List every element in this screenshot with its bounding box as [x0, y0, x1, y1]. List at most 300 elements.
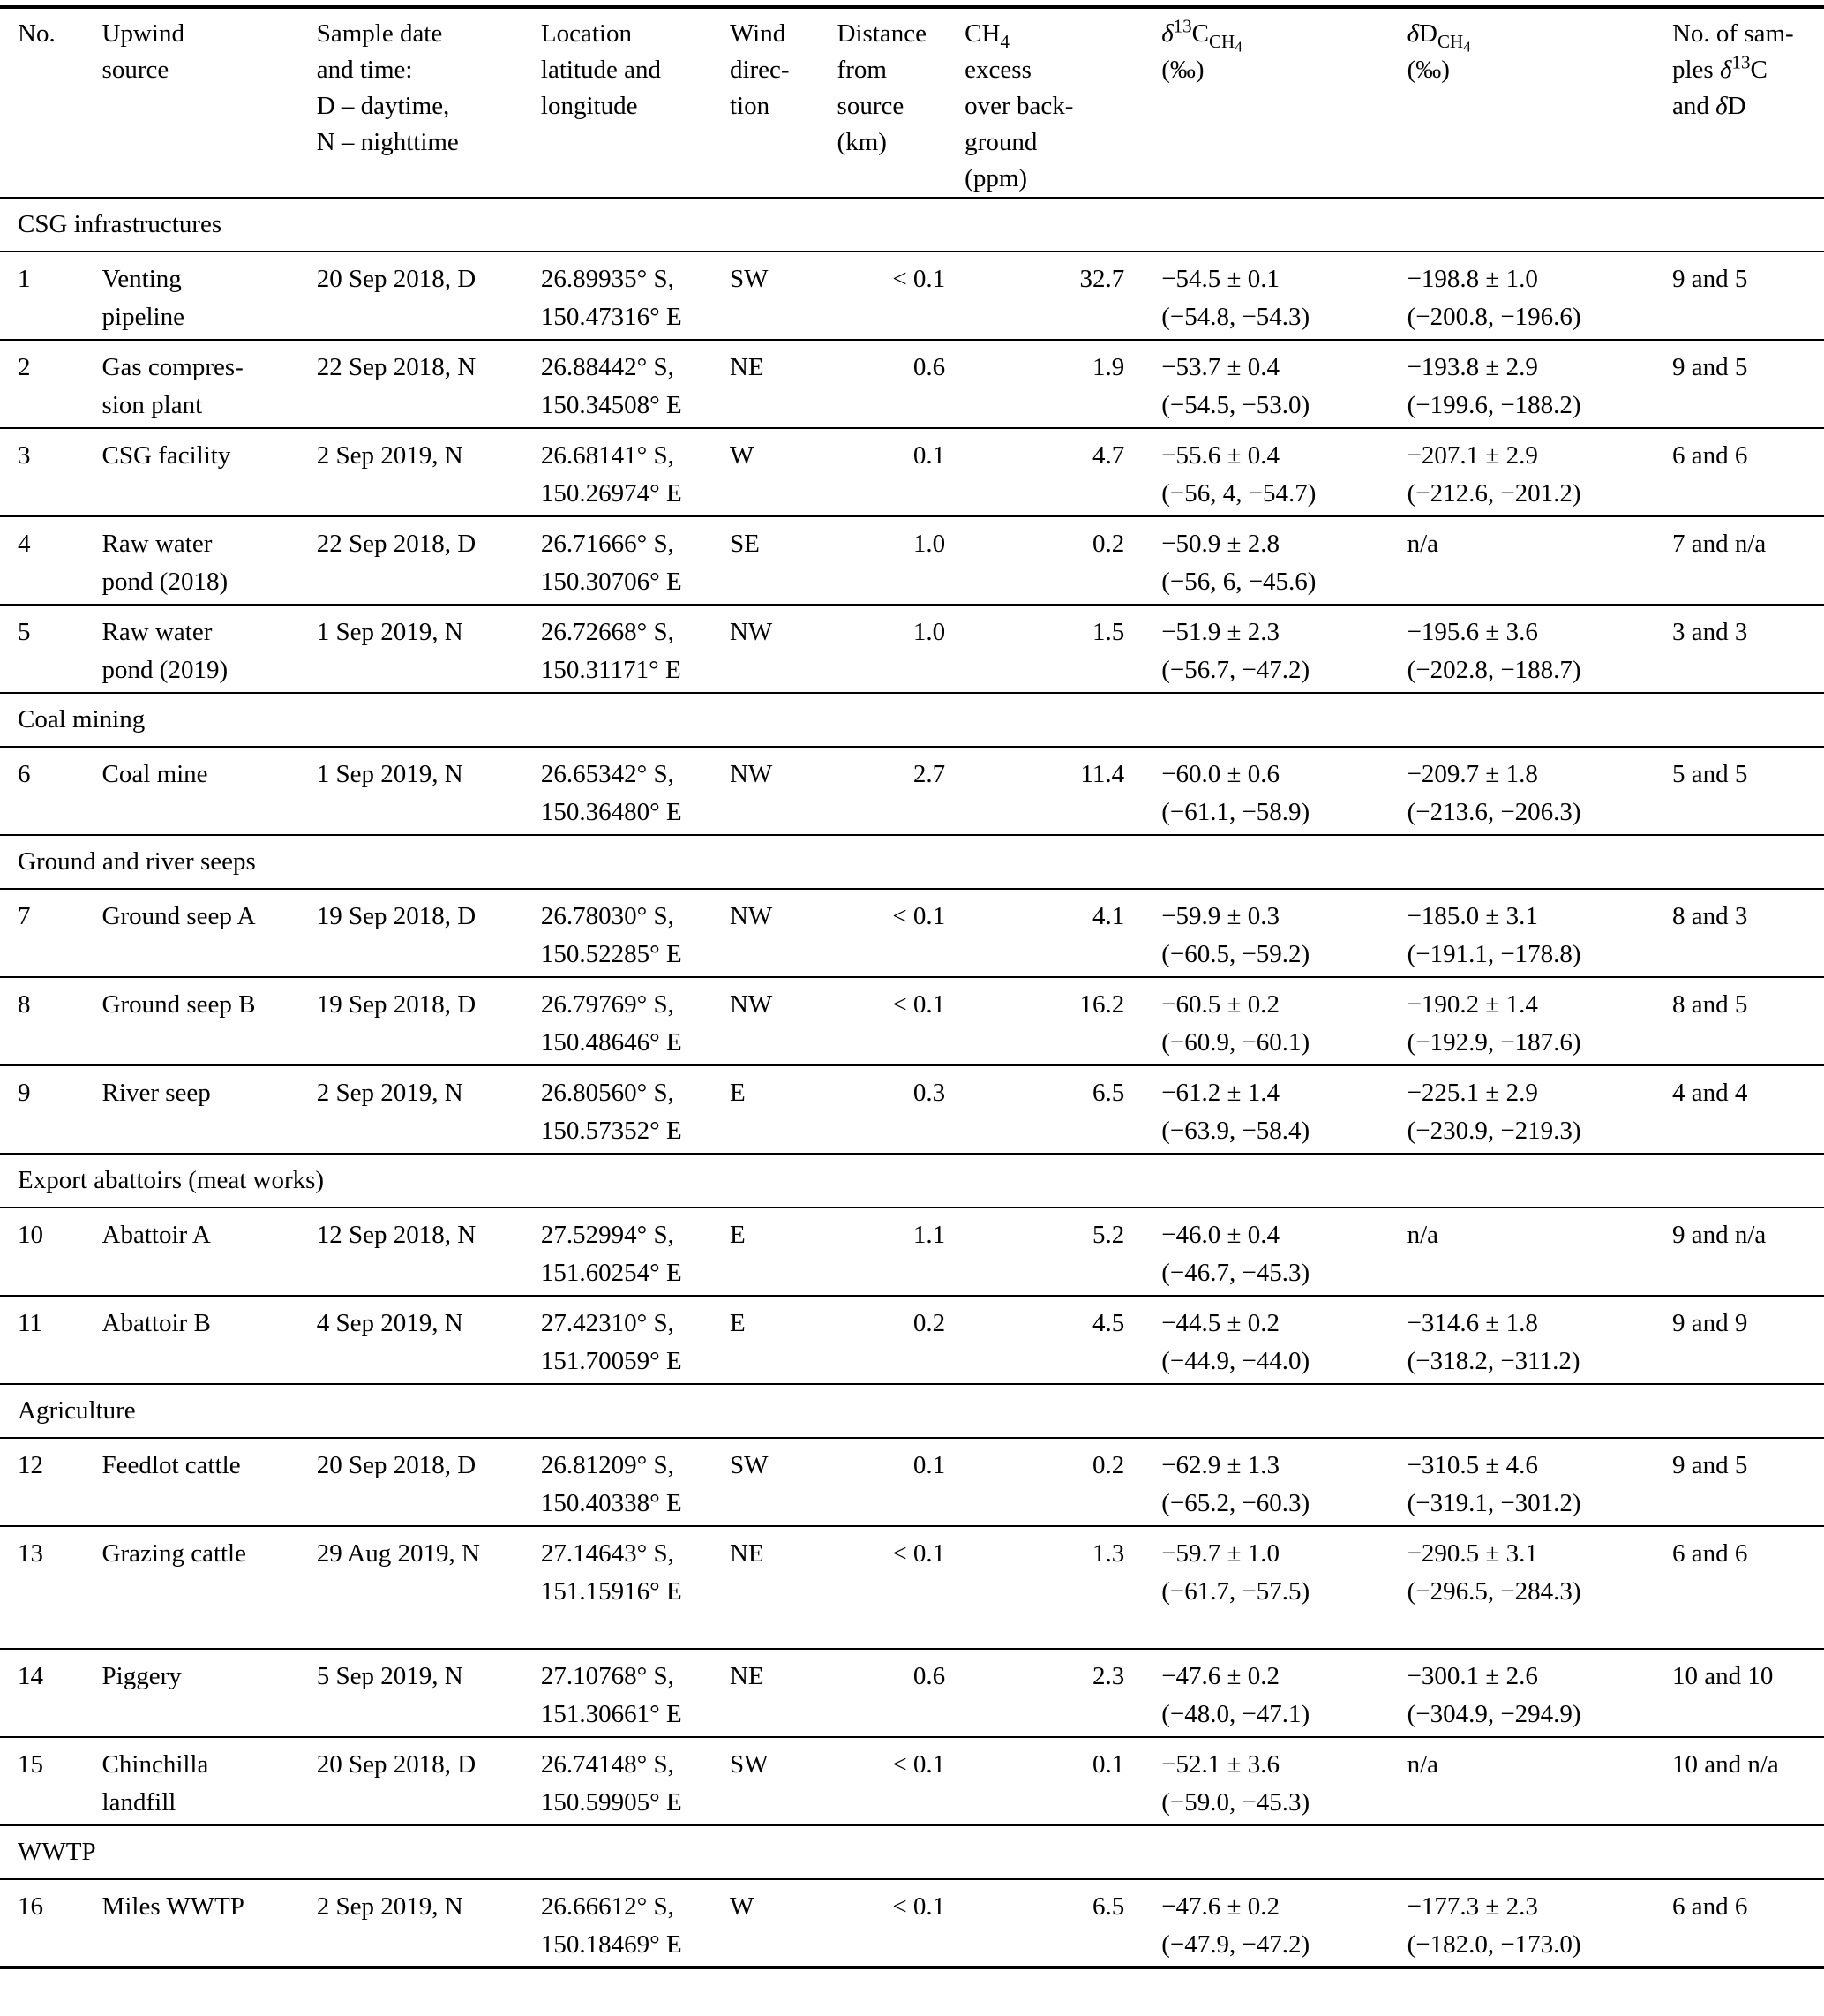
header-line: over back- — [965, 92, 1074, 120]
deltaD-value — [1388, 252, 1649, 340]
value-line: −185.0 ± 3.1 — [1407, 902, 1538, 930]
methane-sources-table — [0, 5, 1824, 1969]
source-line: Chinchilla — [101, 1750, 209, 1779]
value-line: (−60.5, −59.2) — [1161, 940, 1310, 968]
source-line: CSG facility — [101, 441, 231, 470]
header-line: direc- — [729, 56, 790, 84]
delta13c-value — [1137, 977, 1387, 1065]
delta13c-value — [1137, 889, 1387, 977]
ch4-formula — [965, 16, 1137, 52]
ch4-excess-value: 4.7 — [1092, 441, 1125, 470]
deltaD-formula — [1407, 16, 1649, 56]
deltaD-value — [1388, 1879, 1649, 1967]
header-line: source — [837, 92, 904, 120]
location-coordinates — [539, 605, 728, 693]
delta13c-value — [1137, 252, 1387, 340]
header-ch4-excess — [950, 7, 1137, 198]
num-samples: 10 and n/a — [1671, 1750, 1779, 1779]
value-line: (−199.6, −188.2) — [1407, 391, 1581, 419]
coordinate-line: 150.48646° E — [540, 1028, 682, 1057]
permil-unit: (‰) — [1161, 56, 1205, 84]
value-line: (−191.1, −178.8) — [1407, 940, 1581, 968]
coordinate-line: 26.65342° S, — [540, 760, 674, 788]
ch4-subscript: CH4 — [1209, 30, 1242, 56]
value-line: (−60.9, −60.1) — [1161, 1028, 1310, 1057]
distance-from-source: 0.6 — [912, 353, 946, 381]
sample-date: 20 Sep 2018, D — [316, 1451, 477, 1479]
value-line: (−213.6, −206.3) — [1407, 798, 1581, 826]
value-line: −290.5 ± 3.1 — [1407, 1539, 1538, 1568]
wind-direction: NE — [729, 1539, 764, 1568]
delta13c-value — [1137, 516, 1387, 605]
delta13c-formula — [1161, 15, 1387, 56]
source-line: Raw water — [101, 530, 213, 558]
section-label: Agriculture — [18, 1396, 136, 1425]
table-row — [0, 1526, 1824, 1649]
row-number: 15 — [18, 1750, 43, 1779]
section-header-row — [0, 1154, 1824, 1207]
value-line: (−46.7, −45.3) — [1161, 1259, 1310, 1287]
coordinate-line: 150.47316° E — [540, 303, 682, 331]
header-distance — [834, 7, 951, 198]
value-line: −60.5 ± 0.2 — [1161, 990, 1280, 1019]
sample-date: 22 Sep 2018, D — [316, 530, 477, 558]
table-row — [0, 516, 1824, 605]
header-line: Wind — [729, 19, 786, 48]
header-line: ground — [965, 128, 1038, 156]
wind-direction: SW — [729, 1451, 769, 1479]
upwind-source — [102, 1526, 315, 1649]
coordinate-line: 150.57352° E — [540, 1117, 682, 1145]
source-line: Abattoir A — [101, 1221, 211, 1249]
header-line: and δD — [1671, 92, 1746, 120]
value-line: −52.1 ± 3.6 — [1161, 1750, 1280, 1779]
num-samples: 3 and 3 — [1671, 618, 1748, 646]
value-line: (−44.9, −44.0) — [1161, 1347, 1310, 1375]
wind-direction: NW — [729, 760, 773, 788]
deltaD-value — [1388, 977, 1649, 1065]
ch4-excess-value: 6.5 — [1092, 1892, 1125, 1921]
distance-from-source: 0.1 — [912, 1451, 946, 1479]
row-number: 11 — [18, 1309, 42, 1337]
value-line: −314.6 ± 1.8 — [1407, 1309, 1538, 1337]
location-coordinates — [539, 747, 728, 835]
table-row — [0, 1737, 1824, 1825]
value-line: −310.5 ± 4.6 — [1407, 1451, 1538, 1479]
ch4-header-lines — [965, 52, 1137, 197]
delta13c-value — [1137, 1438, 1387, 1526]
deltaD-value — [1388, 1438, 1649, 1526]
wind-direction: SW — [729, 1750, 769, 1779]
section-label: Ground and river seeps — [18, 847, 256, 876]
header-line: longitude — [540, 92, 638, 120]
ch4-excess-value: 16.2 — [1079, 990, 1125, 1019]
wind-direction: E — [729, 1079, 746, 1107]
permil-unit: (‰) — [1407, 56, 1450, 84]
table-row — [0, 340, 1824, 428]
row-number: 3 — [18, 441, 31, 470]
location-coordinates — [539, 428, 728, 516]
table-row — [0, 1207, 1824, 1296]
source-line: Gas compres- — [101, 353, 244, 381]
distance-from-source: 0.1 — [912, 441, 946, 470]
delta13c-value — [1137, 605, 1387, 693]
coordinate-line: 26.88442° S, — [540, 353, 674, 381]
upwind-source — [102, 1649, 315, 1737]
deltaD-value — [1388, 747, 1649, 835]
sample-date: 12 Sep 2018, N — [316, 1221, 477, 1249]
upwind-source — [102, 1737, 315, 1825]
source-line: Ground seep A — [101, 902, 256, 930]
value-line: (−202.8, −188.7) — [1407, 656, 1581, 684]
num-samples: 9 and 5 — [1671, 353, 1748, 381]
coordinate-line: 150.36480° E — [540, 798, 682, 826]
header-line: and time: — [316, 56, 413, 84]
coordinate-line: 27.10768° S, — [540, 1662, 674, 1690]
table-row — [0, 1065, 1824, 1154]
value-line: (−54.5, −53.0) — [1161, 391, 1310, 419]
num-samples: 10 and 10 — [1671, 1662, 1774, 1690]
value-line: (−47.9, −47.2) — [1161, 1930, 1310, 1959]
sample-date: 5 Sep 2019, N — [316, 1662, 463, 1690]
upwind-source — [102, 889, 315, 977]
distance-from-source: 0.2 — [912, 1309, 946, 1337]
header-delta13c — [1137, 7, 1387, 198]
header-row — [0, 7, 1824, 198]
wind-direction: W — [729, 1892, 754, 1921]
wind-direction: SE — [729, 530, 760, 558]
coordinate-line: 27.52994° S, — [540, 1221, 674, 1249]
header-deltaD — [1388, 7, 1649, 198]
header-line: Location — [540, 19, 632, 48]
value-line: −300.1 ± 2.6 — [1407, 1662, 1538, 1690]
location-coordinates — [539, 1737, 728, 1825]
table-body — [0, 198, 1824, 1967]
value-line: −46.0 ± 0.4 — [1161, 1221, 1280, 1249]
row-number: 10 — [18, 1221, 43, 1249]
deltaD-value — [1388, 428, 1649, 516]
coordinate-line: 26.81209° S, — [540, 1451, 674, 1479]
value-line: (−212.6, −201.2) — [1407, 479, 1581, 508]
deltaD-value — [1388, 889, 1649, 977]
source-line: pond (2019) — [101, 656, 229, 684]
num-samples: 9 and 5 — [1671, 265, 1748, 293]
coordinate-line: 26.79769° S, — [540, 990, 674, 1019]
section-label: Coal mining — [18, 705, 146, 733]
section-header-row — [0, 198, 1824, 252]
coordinate-line: 150.31171° E — [540, 656, 681, 684]
sample-date: 1 Sep 2019, N — [316, 618, 463, 646]
value-line: (−318.2, −311.2) — [1407, 1347, 1580, 1375]
section-header-row — [0, 1825, 1824, 1879]
distance-from-source: 2.7 — [912, 760, 946, 788]
table-row — [0, 1296, 1824, 1384]
delta-symbol: δ — [1719, 56, 1732, 84]
sample-date: 2 Sep 2019, N — [316, 1079, 463, 1107]
ch4-excess-value: 1.9 — [1092, 353, 1125, 381]
deltaD-value — [1388, 340, 1649, 428]
deltaD-value — [1388, 1737, 1649, 1825]
deltaD-value — [1388, 1526, 1649, 1649]
source-line: Grazing cattle — [101, 1539, 246, 1568]
value-line: −190.2 ± 1.4 — [1407, 990, 1538, 1019]
section-label: CSG infrastructures — [18, 210, 222, 238]
location-coordinates — [539, 340, 728, 428]
deltaD-value — [1388, 1065, 1649, 1154]
upwind-source — [102, 1438, 315, 1526]
value-line: −195.6 ± 3.6 — [1407, 618, 1538, 646]
table-row — [0, 1438, 1824, 1526]
value-line: n/a — [1407, 1221, 1438, 1249]
ch4-excess-value: 0.2 — [1092, 1451, 1125, 1479]
coordinate-line: 26.71666° S, — [540, 530, 674, 558]
value-line: (−63.9, −58.4) — [1161, 1117, 1310, 1145]
header-num-samples — [1649, 7, 1824, 198]
num-samples: 6 and 6 — [1671, 1539, 1748, 1568]
carbon-symbol: C — [1750, 56, 1768, 84]
coordinate-line: 150.59905° E — [540, 1788, 682, 1817]
value-line: (−304.9, −294.9) — [1407, 1700, 1581, 1728]
source-line: Piggery — [101, 1662, 182, 1690]
table-row — [0, 889, 1824, 977]
distance-from-source: < 0.1 — [892, 1539, 946, 1568]
row-number: 2 — [18, 353, 31, 381]
isotope-13: 13 — [1173, 15, 1192, 37]
sample-date: 20 Sep 2018, D — [316, 265, 477, 293]
distance-from-source: < 0.1 — [892, 1750, 946, 1779]
coordinate-line: 27.14643° S, — [540, 1539, 674, 1568]
row-number: 7 — [18, 902, 31, 930]
distance-from-source: 0.6 — [912, 1662, 946, 1690]
value-line: −225.1 ± 2.9 — [1407, 1079, 1538, 1107]
location-coordinates — [539, 1065, 728, 1154]
header-line: D – daytime, — [316, 92, 450, 120]
coordinate-line: 151.15916° E — [540, 1577, 682, 1606]
header-line: excess — [965, 56, 1032, 84]
header-upwind-source — [102, 7, 315, 198]
location-coordinates — [539, 516, 728, 605]
upwind-source — [102, 605, 315, 693]
delta13c-value — [1137, 1207, 1387, 1296]
value-line: (−296.5, −284.3) — [1407, 1577, 1581, 1606]
header-line: from — [837, 56, 887, 84]
delta13c-value — [1137, 1737, 1387, 1825]
wind-direction: E — [729, 1309, 746, 1337]
coordinate-line: 150.40338° E — [540, 1489, 682, 1517]
upwind-source — [102, 1879, 315, 1967]
location-coordinates — [539, 1649, 728, 1737]
value-line: −51.9 ± 2.3 — [1161, 618, 1280, 646]
coordinate-line: 150.26974° E — [540, 479, 682, 508]
row-number: 9 — [18, 1079, 31, 1107]
value-line: −209.7 ± 1.8 — [1407, 760, 1538, 788]
row-number: 14 — [18, 1662, 43, 1690]
coordinate-line: 27.42310° S, — [540, 1309, 674, 1337]
ch4-excess-value: 0.2 — [1092, 530, 1125, 558]
coordinate-line: 150.18469° E — [540, 1930, 682, 1959]
table-row — [0, 1879, 1824, 1967]
wind-direction: SW — [729, 265, 769, 293]
wind-direction: NW — [729, 902, 773, 930]
distance-from-source: 1.0 — [912, 530, 946, 558]
location-coordinates — [539, 1207, 728, 1296]
header-line: Distance — [837, 19, 927, 48]
sample-date: 2 Sep 2019, N — [316, 441, 463, 470]
deuterium-symbol: D — [1419, 19, 1437, 48]
coordinate-line: 151.70059° E — [540, 1347, 682, 1375]
distance-from-source: < 0.1 — [892, 265, 946, 293]
distance-from-source: < 0.1 — [892, 1892, 946, 1921]
sample-date: 20 Sep 2018, D — [316, 1750, 477, 1779]
row-number: 8 — [18, 990, 31, 1019]
section-header-row — [0, 1384, 1824, 1438]
num-samples: 9 and 5 — [1671, 1451, 1748, 1479]
num-samples: 6 and 6 — [1671, 441, 1748, 470]
distance-from-source: < 0.1 — [892, 990, 946, 1019]
distance-from-source: 0.3 — [912, 1079, 946, 1107]
header-line: No. — [18, 19, 56, 48]
ch4-excess-value: 0.1 — [1092, 1750, 1125, 1779]
header-line: (ppm) — [965, 164, 1028, 192]
sample-date: 19 Sep 2018, D — [316, 990, 477, 1019]
header-line: (km) — [837, 128, 887, 156]
value-line: −59.9 ± 0.3 — [1161, 902, 1280, 930]
wind-direction: NW — [729, 618, 773, 646]
value-line: (−61.7, −57.5) — [1161, 1577, 1310, 1606]
source-line: pipeline — [101, 303, 184, 331]
isotope-13: 13 — [1731, 51, 1751, 73]
value-line: −198.8 ± 1.0 — [1407, 265, 1538, 293]
table-row — [0, 1649, 1824, 1737]
deuterium-symbol: D — [1727, 92, 1746, 120]
value-line: −54.5 ± 0.1 — [1161, 265, 1280, 293]
coordinate-line: 26.74148° S, — [540, 1750, 674, 1779]
value-line: (−319.1, −301.2) — [1407, 1489, 1581, 1517]
row-number: 1 — [18, 265, 31, 293]
row-number: 12 — [18, 1451, 43, 1479]
header-line: Sample date — [316, 19, 443, 48]
value-line: (−230.9, −219.3) — [1407, 1117, 1581, 1145]
section-label: Export abattoirs (meat works) — [18, 1166, 325, 1194]
coordinate-line: 150.30706° E — [540, 568, 682, 596]
upwind-source — [102, 1296, 315, 1384]
coordinate-line: 150.34508° E — [540, 391, 682, 419]
ch4-excess-value: 4.1 — [1092, 902, 1125, 930]
ch4-subscript: 4 — [1000, 30, 1010, 52]
source-line: sion plant — [101, 391, 203, 419]
value-line: n/a — [1407, 1750, 1438, 1779]
table-row — [0, 252, 1824, 340]
delta13c-value — [1137, 340, 1387, 428]
value-line: (−56, 6, −45.6) — [1161, 568, 1317, 596]
location-coordinates — [539, 889, 728, 977]
section-header-row — [0, 835, 1824, 889]
upwind-source — [102, 1207, 315, 1296]
location-coordinates — [539, 252, 728, 340]
value-line: −53.7 ± 0.4 — [1161, 353, 1280, 381]
table-row — [0, 428, 1824, 516]
value-line: (−192.9, −187.6) — [1407, 1028, 1581, 1057]
coordinate-line: 150.52285° E — [540, 940, 682, 968]
row-number: 6 — [18, 760, 31, 788]
header-location — [539, 7, 728, 198]
upwind-source — [102, 428, 315, 516]
deltaD-value — [1388, 605, 1649, 693]
delta13c-value — [1137, 1649, 1387, 1737]
source-line: Venting — [101, 265, 182, 293]
section-label: WWTP — [18, 1838, 96, 1866]
upwind-source — [102, 516, 315, 605]
value-line: −60.0 ± 0.6 — [1161, 760, 1280, 788]
num-samples: 7 and n/a — [1671, 530, 1767, 558]
ch4-subscript: CH4 — [1437, 30, 1471, 56]
sample-date: 4 Sep 2019, N — [316, 1309, 463, 1337]
sample-date: 29 Aug 2019, N — [316, 1539, 480, 1568]
delta-symbol: δ — [1715, 92, 1728, 120]
wind-direction: NE — [729, 353, 764, 381]
ch4-excess-value: 32.7 — [1079, 265, 1125, 293]
num-samples: 9 and n/a — [1671, 1221, 1767, 1249]
distance-from-source: < 0.1 — [892, 902, 946, 930]
header-line: latitude and — [540, 56, 662, 84]
header-line: ples $\delta^{13}C$ — [1671, 51, 1768, 84]
value-line: −55.6 ± 0.4 — [1161, 441, 1280, 470]
ch4-excess-value: 5.2 — [1092, 1221, 1125, 1249]
coordinate-line: 26.89935° S, — [540, 265, 674, 293]
sample-date: 2 Sep 2019, N — [316, 1892, 463, 1921]
num-samples: 6 and 6 — [1671, 1892, 1748, 1921]
wind-direction: NW — [729, 990, 773, 1019]
num-samples: 8 and 3 — [1671, 902, 1748, 930]
upwind-source — [102, 340, 315, 428]
value-line: (−200.8, −196.6) — [1407, 303, 1581, 331]
header-line: tion — [729, 92, 770, 120]
header-sample-date — [315, 7, 539, 198]
sample-date: 1 Sep 2019, N — [316, 760, 463, 788]
source-line: Ground seep B — [101, 990, 256, 1019]
value-line: −177.3 ± 2.3 — [1407, 1892, 1538, 1921]
delta-symbol: δ — [1407, 19, 1420, 48]
ch4-excess-value: 2.3 — [1092, 1662, 1125, 1690]
coordinate-line: 26.66612° S, — [540, 1892, 674, 1921]
upwind-source — [102, 977, 315, 1065]
upwind-source — [102, 747, 315, 835]
ch4-excess-value: 11.4 — [1080, 760, 1125, 788]
distance-from-source: 1.1 — [912, 1221, 946, 1249]
location-coordinates — [539, 977, 728, 1065]
value-line: (−65.2, −60.3) — [1161, 1489, 1310, 1517]
deltaD-value — [1388, 1296, 1649, 1384]
header-no — [0, 7, 102, 198]
coordinate-line: 26.80560° S, — [540, 1079, 674, 1107]
num-samples: 4 and 4 — [1671, 1079, 1748, 1107]
delta-symbol: δ — [1161, 19, 1174, 48]
table-row — [0, 605, 1824, 693]
ch4-excess-value: 4.5 — [1092, 1309, 1125, 1337]
carbon-symbol: C — [1191, 19, 1210, 48]
delta13c-value — [1137, 747, 1387, 835]
num-samples: 8 and 5 — [1671, 990, 1748, 1019]
value-line: (−48.0, −47.1) — [1161, 1700, 1310, 1728]
location-coordinates — [539, 1879, 728, 1967]
table-row — [0, 747, 1824, 835]
wind-direction: NE — [729, 1662, 764, 1690]
delta13c-value — [1137, 1879, 1387, 1967]
value-line: (−59.0, −45.3) — [1161, 1788, 1310, 1817]
deltaD-value — [1388, 516, 1649, 605]
deltaD-value — [1388, 1207, 1649, 1296]
value-line: −50.9 ± 2.8 — [1161, 530, 1280, 558]
